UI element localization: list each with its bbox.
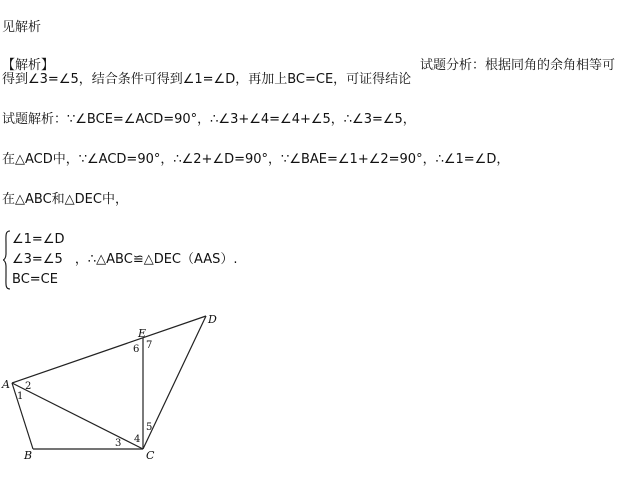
angle-label-3: 3: [115, 438, 122, 449]
solution-line-1: 试题解析：∵∠BCE=∠ACD=90°，∴∠3+∠4=∠4+∠5，∴∠3=∠5，: [2, 112, 416, 127]
label-C: C: [146, 449, 155, 462]
analysis-side-text: 试题分析：根据同角的余角相等可: [420, 58, 616, 73]
angle-label-1: 1: [17, 391, 24, 402]
segment-AD: [12, 316, 206, 383]
analysis-heading: 【解析】: [2, 58, 55, 73]
label-B: B: [24, 449, 33, 462]
segment-DC: [143, 316, 206, 449]
solution-line-2: 在△ACD中，∵∠ACD=90°，∴∠2+∠D=90°，∵∠BAE=∠1+∠2=90°，∴∠1=∠D，: [2, 152, 510, 167]
system-line-1: ∠1=∠D: [12, 232, 65, 247]
angle-label-2: 2: [25, 381, 32, 392]
label-D: D: [208, 313, 217, 326]
label-E: E: [138, 327, 147, 340]
angle-label-7: 7: [146, 340, 153, 351]
analysis-continuation: 得到∠3=∠5，结合条件可得到∠1=∠D，再加上BC=CE，可证得结论: [2, 72, 412, 87]
angle-label-4: 4: [134, 434, 141, 445]
angle-label-6: 6: [133, 344, 140, 355]
system-line-2-conclusion: ，∴△ABC≌△DEC（AAS）.: [74, 252, 238, 267]
system-line-3: BC=CE: [12, 272, 58, 287]
segment-AC: [12, 383, 143, 449]
answer-header: 见解析: [2, 20, 42, 35]
angle-label-5: 5: [146, 422, 153, 433]
system-line-2-eq: ∠3=∠5: [12, 252, 63, 267]
solution-line-3: 在△ABC和△DEC中，: [2, 192, 128, 207]
label-A: A: [2, 378, 10, 391]
